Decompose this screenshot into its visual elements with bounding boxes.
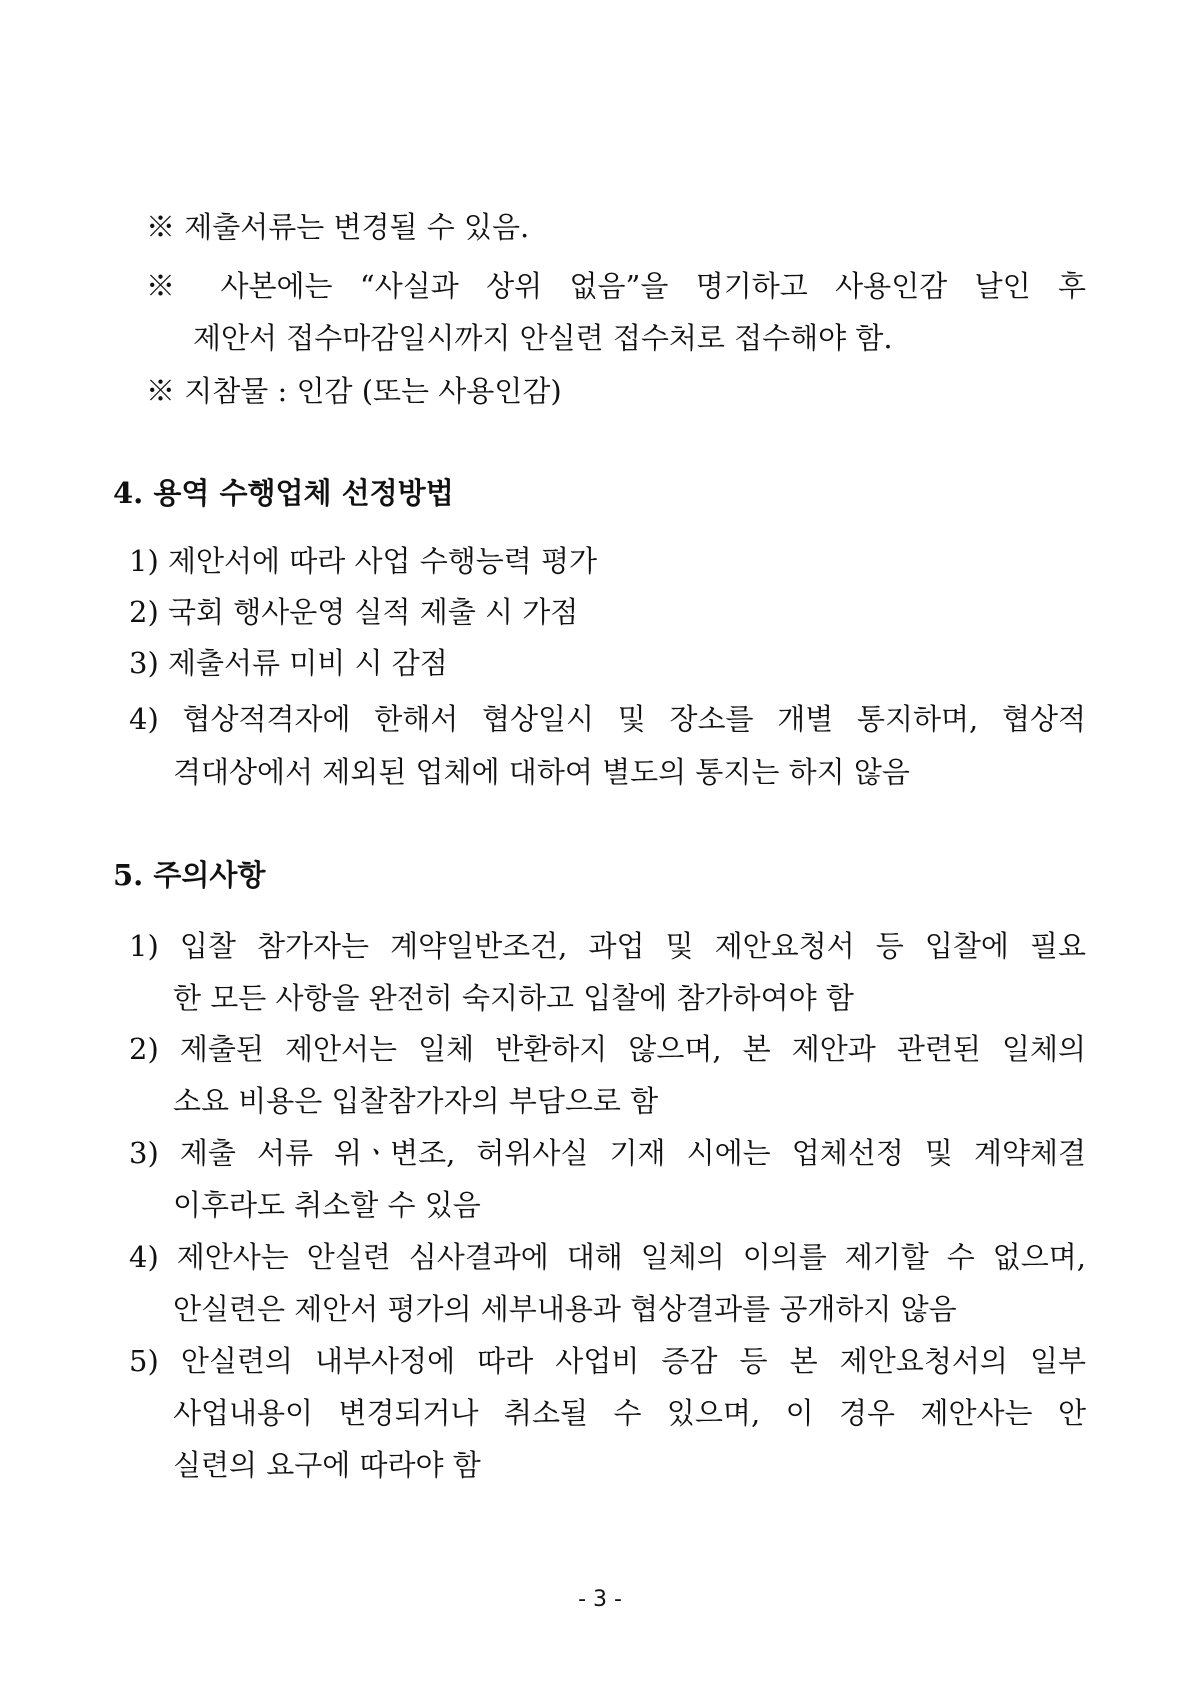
list-item-continuation: 소요 비용은 입찰참가자의 부담으로 함 (173, 1084, 659, 1118)
list-item: 2) 국회 행사운영 실적 제출 시 가점 (129, 595, 579, 629)
list-item-continuation: 한 모든 사항을 완전히 숙지하고 입찰에 참가하여야 함 (173, 981, 854, 1015)
note-line: ※ 지참물 : 인감 (또는 사용인감) (146, 374, 562, 408)
list-item: 5) 안실련의 내부사정에 따라 사업비 증감 등 본 제안요청서의 일부 (129, 1344, 1086, 1378)
list-item-continuation: 안실련은 제안서 평가의 세부내용과 협상결과를 공개하지 않음 (173, 1292, 957, 1326)
list-item-continuation: 격대상에서 제외된 업체에 대하여 별도의 통지는 하지 않음 (173, 755, 910, 789)
list-item: 4) 협상적격자에 한해서 협상일시 및 장소를 개별 통지하며, 협상적 (129, 702, 1086, 736)
list-item: 3) 제출 서류 위ㆍ변조, 허위사실 기재 시에는 업체선정 및 계약체결 (129, 1136, 1086, 1170)
list-item-continuation: 이후라도 취소할 수 있음 (173, 1188, 481, 1222)
note-line: ※ 사본에는 “사실과 상위 없음”을 명기하고 사용인감 날인 후 (146, 269, 1086, 303)
list-item-continuation: 사업내용이 변경되거나 취소될 수 있으며, 이 경우 제안사는 안 (173, 1396, 1086, 1430)
list-item: 1) 입찰 참가자는 계약일반조건, 과업 및 제안요청서 등 입찰에 필요 (129, 929, 1086, 963)
section-4-heading: 4. 용역 수행업체 선정방법 (113, 476, 454, 510)
list-item-continuation: 실련의 요구에 따라야 함 (173, 1448, 481, 1482)
section-5-heading: 5. 주의사항 (113, 858, 266, 892)
page-number: - 3 - (578, 1587, 622, 1612)
list-item: 4) 제안사는 안실련 심사결과에 대해 일체의 이의를 제기할 수 없으며, (129, 1240, 1086, 1274)
list-item: 1) 제안서에 따라 사업 수행능력 평가 (129, 544, 598, 578)
list-item: 2) 제출된 제안서는 일체 반환하지 않으며, 본 제안과 관련된 일체의 (129, 1032, 1086, 1066)
note-line-continuation: 제안서 접수마감일시까지 안실련 접수처로 접수해야 함. (193, 321, 893, 355)
note-line: ※ 제출서류는 변경될 수 있음. (146, 210, 530, 244)
list-item: 3) 제출서류 미비 시 감점 (129, 646, 448, 680)
